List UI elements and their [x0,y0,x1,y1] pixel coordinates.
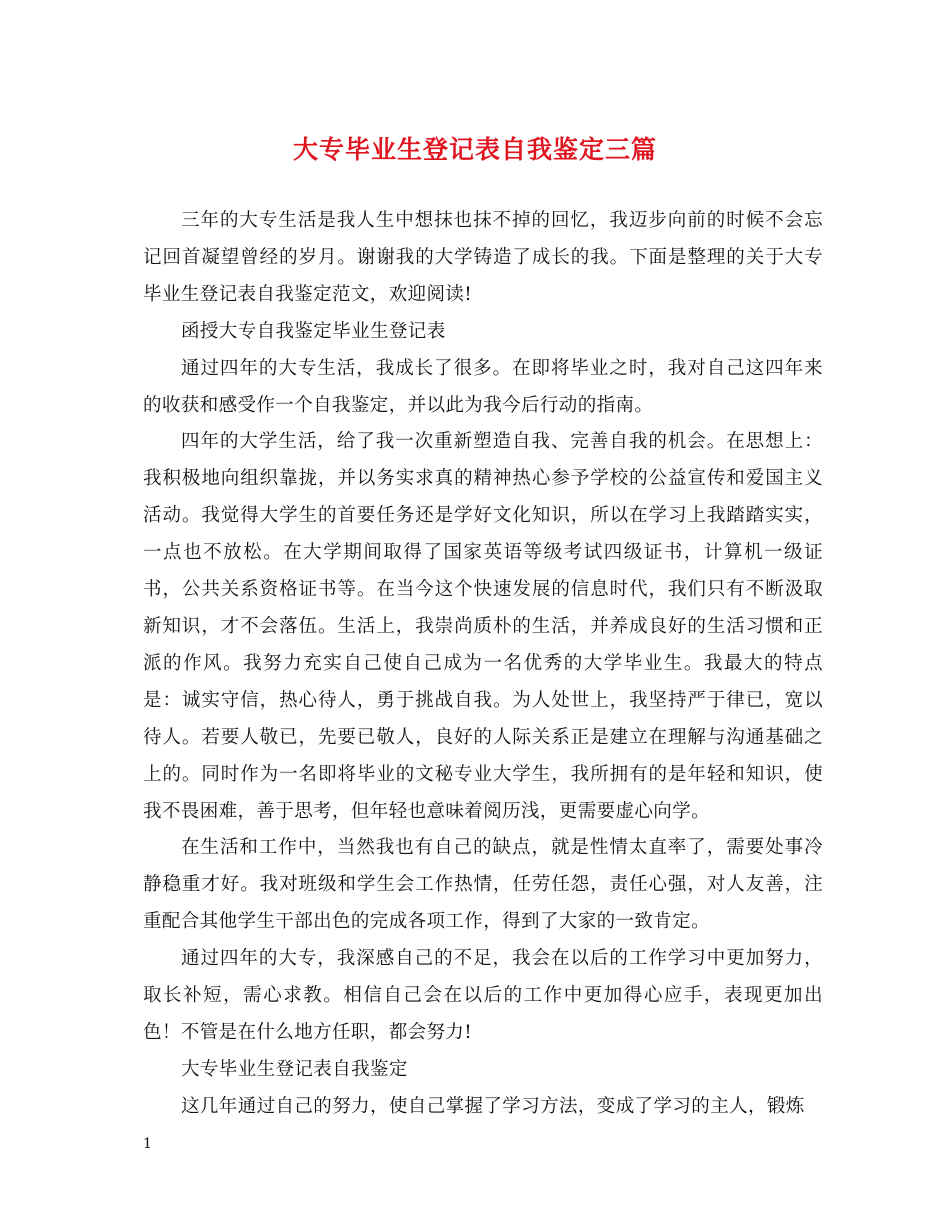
paragraph-conclusion: 通过四年的大专，我深感自己的不足，我会在以后的工作学习中更加努力，取长补短，需心求教。相信自己会在以后的工作中更加得心应手，表现更加出色！不管是在什么地方任职，都会努力! [143,948,823,1043]
paragraph-four-years: 通过四年的大专生活，我成长了很多。在即将毕业之时，我对自己这四年来的收获和感受作一个自我鉴定，并以此为我今后行动的指南。 [143,357,823,416]
paragraph-university-life: 四年的大学生活，给了我一次重新塑造自我、完善自我的机会。在思想上：我积极地向组织靠拢，并以务实求真的精神热心参予学校的公益宣传和爱国主义活动。我觉得大学生的首要任务还是学好文化知识，所以在学习上我踏踏实实，一点也不放松。在大学期间取得了国家英语等级考试四级证书，计算机一级证书，公共关系资格证书等。在当今这个快速发展的信息时代，我们只有不断汲取新知识，才不会落伍。生活上，我崇尚质朴的生活，并养成良好的生活习惯和正派的作风。我努力充实自己使自己成为一名优秀的大学毕业生。我最大的特点是：诚实守信，热心待人，勇于挑战自我。为人处世上，我坚持严于律已，宽以待人。若要人敬已，先要已敬人，良好的人际关系正是建立在理解与沟通基础之上的。同时作为一名即将毕业的文秘专业大学生，我所拥有的是年轻和知识，使我不畏困难，善于思考，但年轻也意味着阅历浅，更需要虚心向学。 [143,431,823,822]
section-heading-self-evaluation: 大专毕业生登记表自我鉴定 [181,1058,408,1080]
page-number: 1 [143,1136,152,1152]
paragraph-intro: 三年的大专生活是我人生中想抹也抹不掉的回忆，我迈步向前的时候不会忘记回首凝望曾经的岁月。谢谢我的大学铸造了成长的我。下面是整理的关于大专毕业生登记表自我鉴定范文，欢迎阅读! [143,210,823,305]
document-body [143,203,823,1126]
section-heading-correspondence: 函授大专自我鉴定毕业生登记表 [181,320,446,342]
paragraph-shortcomings: 在生活和工作中，当然我也有自己的缺点，就是性情太直率了，需要处事冷静稳重才好。我对班级和学生会工作热情，任劳任怨，责任心强，对人友善，注重配合其他学生干部出色的完成各项工作，得到了大家的一致肯定。 [143,837,823,933]
document-title: 大专毕业生登记表自我鉴定三篇 [292,135,657,164]
paragraph-study-methods: 这几年通过自己的努力，使自己掌握了学习方法，变成了学习的主人，锻炼 [181,1095,805,1117]
